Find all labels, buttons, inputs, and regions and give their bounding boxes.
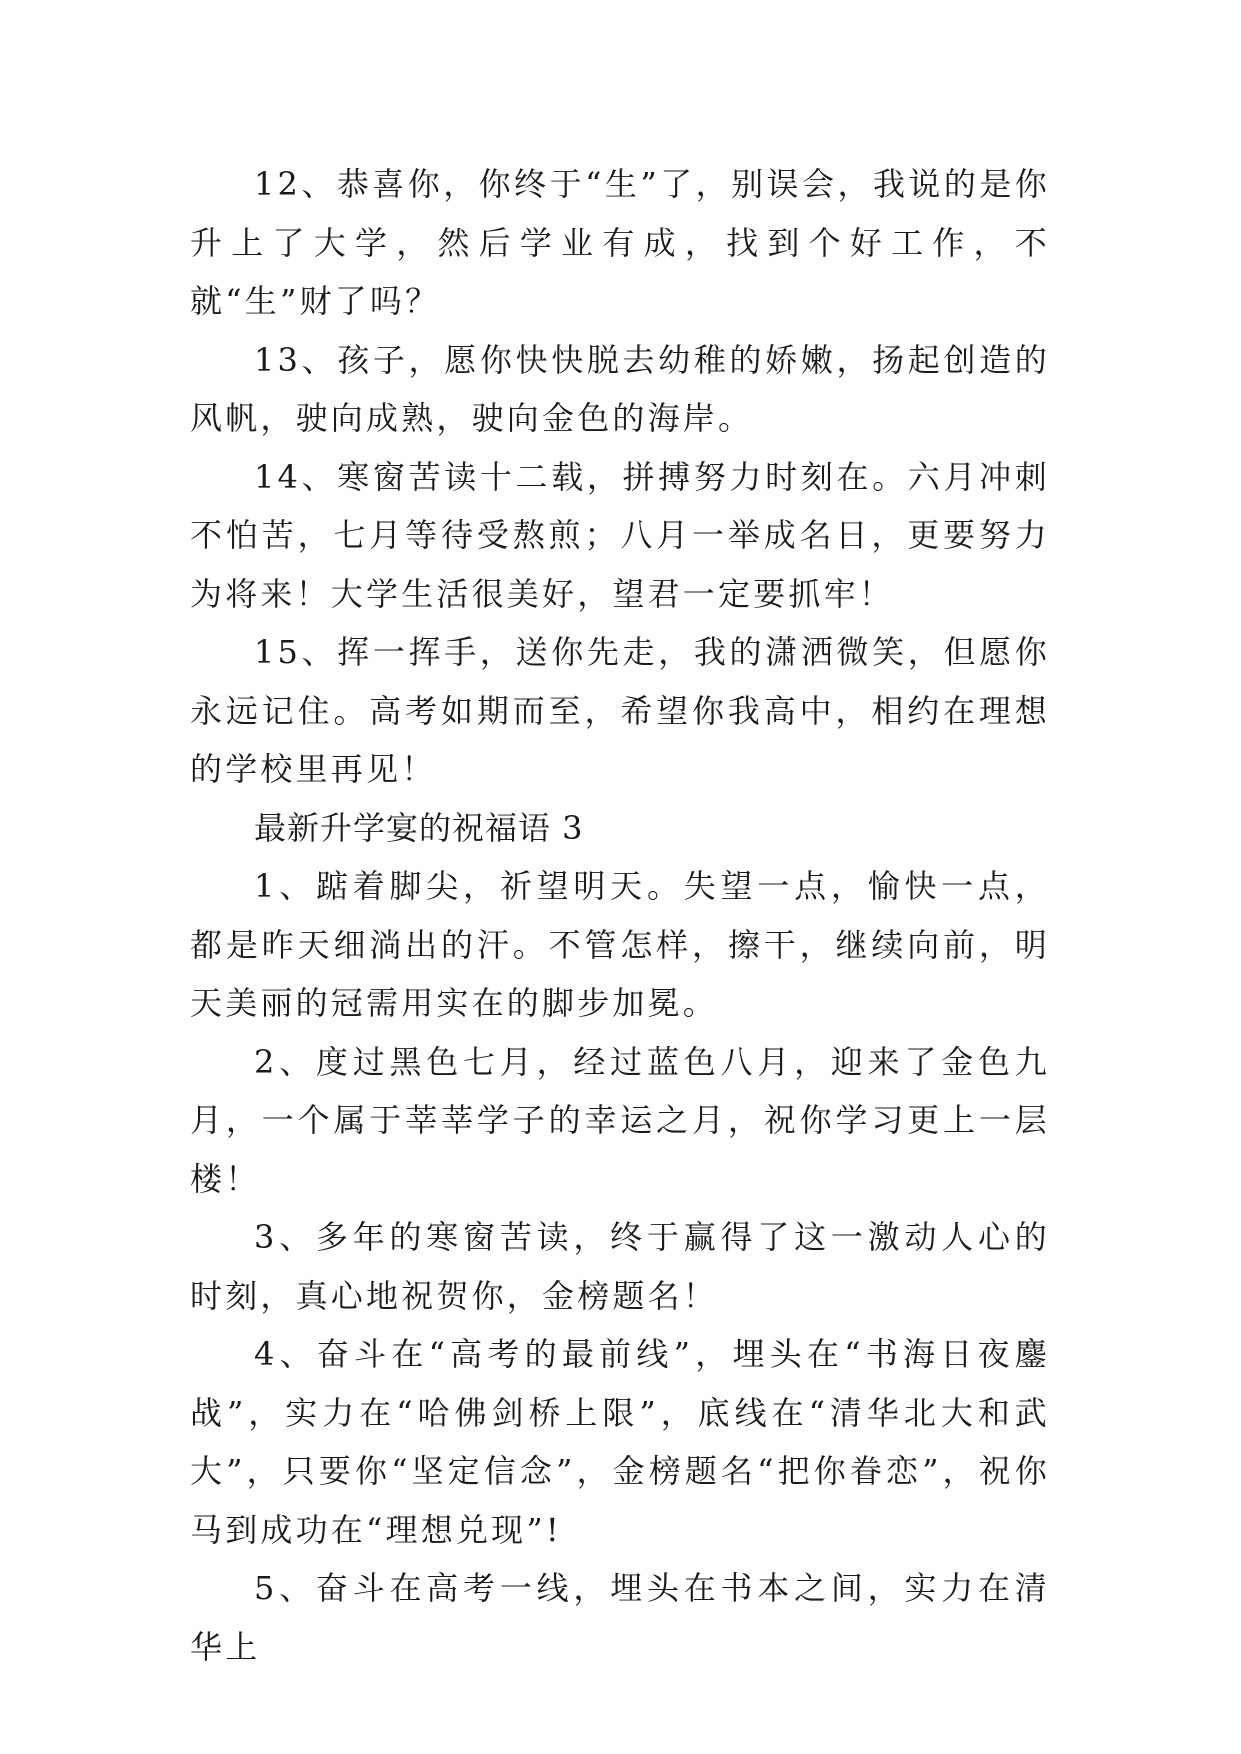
- paragraph-15: 15、挥一挥手，送你先走，我的潇洒微笑，但愿你永远记住。高考如期而至，希望你我高中，相约在理想的学校里再见！: [190, 633, 1050, 788]
- section-paragraph-1: 1、踮着脚尖，祈望明天。失望一点，愉快一点，都是昨天细淌出的汗。不管怎样，擦干，继续向前，明天美丽的冠需用实在的脚步加冕。: [190, 867, 1050, 1022]
- paragraph-12: 12、恭喜你，你终于“生”了，别误会，我说的是你升上了大学，然后学业有成，找到个好工作，不就“生”财了吗？: [190, 165, 1050, 320]
- paragraph-14: 14、寒窗苦读十二载，拼搏努力时刻在。六月冲刺不怕苦，七月等待受熬煎；八月一举成名日，更要努力为将来！大学生活很美好，望君一定要抓牢！: [190, 457, 1050, 613]
- paragraph-13: 13、孩子，愿你快快脱去幼稚的娇嫩，扬起创造的风帆，驶向成熟，驶向金色的海岸。: [190, 340, 1050, 437]
- section-paragraph-5: 5、奋斗在高考一线，埋头在书本之间，实力在清华上: [190, 1569, 1050, 1666]
- section-paragraph-4: 4、奋斗在“高考的最前线”，埋头在“书海日夜鏖战”，实力在“哈佛剑桥上限”，底线在“清华北大和武大”，只要你“坚定信念”，金榜题名“把你眷恋”，祝你马到成功在“理想兑现”!: [190, 1335, 1050, 1549]
- section-paragraph-3: 3、多年的寒窗苦读，终于赢得了这一激动人心的时刻，真心地祝贺你，金榜题名！: [190, 1218, 1050, 1315]
- document-page: [190, 155, 1050, 1676]
- section-heading: 最新升学宴的祝福语 3: [254, 808, 584, 847]
- section-paragraph-2: 2、度过黑色七月，经过蓝色八月，迎来了金色九月，一个属于莘莘学子的幸运之月，祝你学习更上一层楼！: [190, 1042, 1050, 1198]
